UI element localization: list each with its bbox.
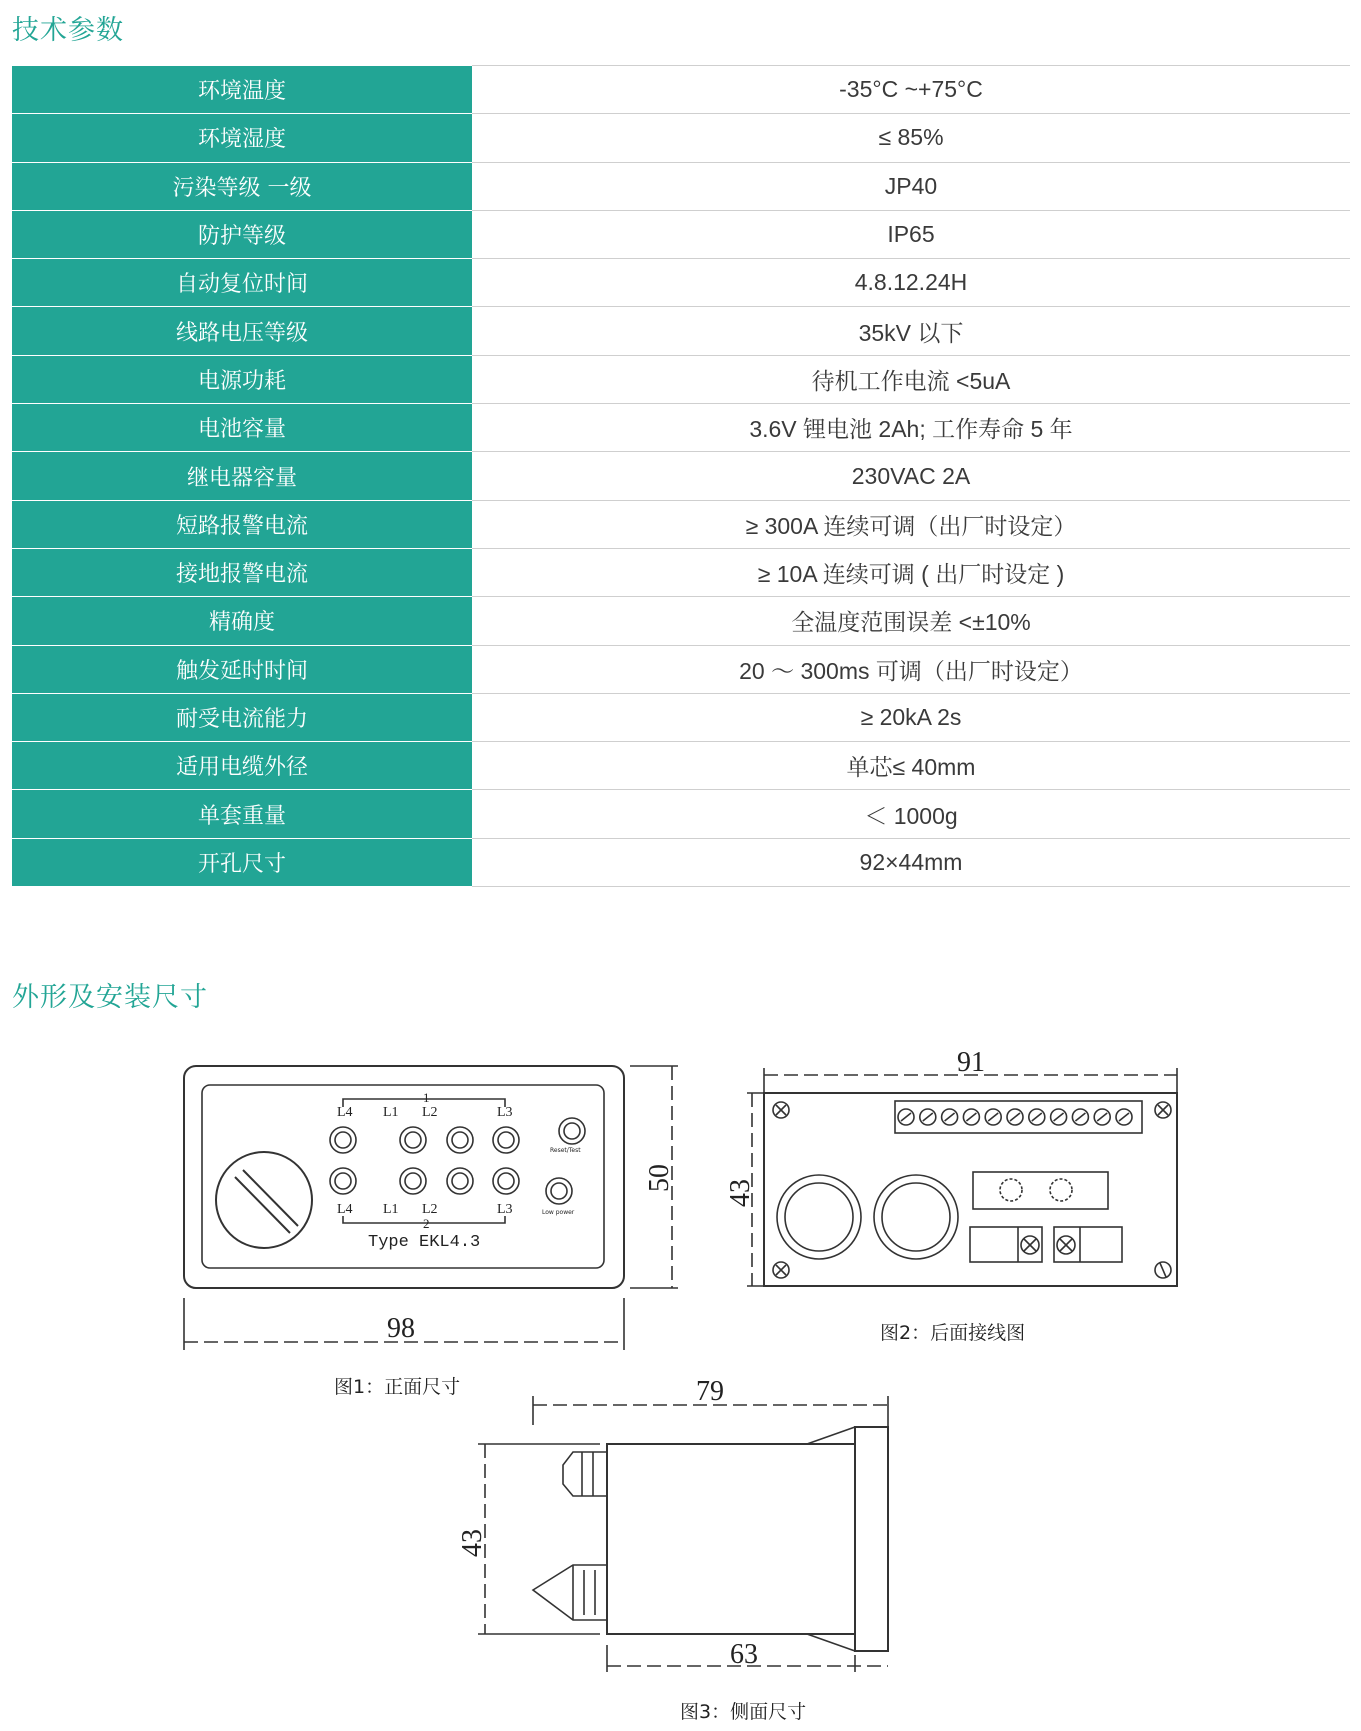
fig1-dim-width: 98 [387,1313,415,1344]
spec-value: ≥ 20kA 2s [472,693,1350,741]
spec-value: -35°C ~+75°C [472,66,1350,114]
fig1-label-bottom-l1: L1 [383,1202,399,1217]
spec-name: 接地报警电流 [12,548,472,596]
spec-name: 触发延时时间 [12,645,472,693]
spec-name: 线路电压等级 [12,307,472,355]
spec-name: 适用电缆外径 [12,742,472,790]
fig1-reset-label: Reset/Test [550,1147,581,1154]
fig3-dim-height: 43 [457,1529,488,1557]
fig1-label-bottom-l3: L3 [497,1202,513,1217]
spec-value: 单芯≤ 40mm [472,742,1350,790]
fig1-label-top-l2: L2 [422,1105,438,1120]
spec-value: ＜ 1000g [472,790,1350,838]
spec-name: 短路报警电流 [12,500,472,548]
spec-value: JP40 [472,162,1350,210]
spec-name: 污染等级 一级 [12,162,472,210]
fig1-type-label: Type EKL4.3 [368,1233,481,1252]
fig2-dim-width: 91 [957,1047,985,1078]
spec-value: ≥ 300A 连续可调（出厂时设定） [472,500,1350,548]
fig2-caption: 图2：后面接线图 [880,1322,1026,1344]
section-title-tech-params: 技术参数 [12,15,124,46]
spec-value: 3.6V 锂电池 2Ah; 工作寿命 5 年 [472,404,1350,452]
spec-name: 耐受电流能力 [12,693,472,741]
fig1-power-label: Low power [542,1209,575,1216]
fig2-dim-height: 43 [725,1179,756,1207]
fig3-dim-body: 63 [730,1639,758,1670]
fig1-label-top-l1: L1 [383,1105,399,1120]
spec-value: IP65 [472,210,1350,258]
spec-value: 20 ～ 300ms 可调（出厂时设定） [472,645,1350,693]
spec-name: 单套重量 [12,790,472,838]
spec-name: 电池容量 [12,404,472,452]
fig1-label-bottom-l2: L2 [422,1202,438,1217]
fig1-label-top-l4: L4 [337,1105,353,1120]
fig1-caption: 图1：正面尺寸 [334,1376,461,1398]
spec-name: 精确度 [12,597,472,645]
fig1-group-top: 1 [423,1090,430,1105]
fig1-label-top-l3: L3 [497,1105,513,1120]
spec-value: 35kV 以下 [472,307,1350,355]
fig2-rear-drawing [747,1068,1177,1286]
fig1-group-bottom: 2 [423,1216,430,1231]
spec-name: 电源功耗 [12,355,472,403]
spec-name: 环境湿度 [12,114,472,162]
fig3-side-drawing [478,1396,888,1672]
spec-name: 开孔尺寸 [12,838,472,886]
spec-value: 230VAC 2A [472,452,1350,500]
spec-name: 继电器容量 [12,452,472,500]
spec-value: ≤ 85% [472,114,1350,162]
fig1-dim-height: 50 [644,1164,675,1192]
spec-value: 4.8.12.24H [472,259,1350,307]
fig3-dim-width: 79 [696,1376,724,1407]
spec-name: 防护等级 [12,210,472,258]
spec-value: ≥ 10A 连续可调 ( 出厂时设定 ) [472,548,1350,596]
spec-value: 全温度范围误差 <±10% [472,597,1350,645]
fig1-label-bottom-l4: L4 [337,1202,353,1217]
fig3-caption: 图3：侧面尺寸 [680,1701,807,1723]
spec-value: 待机工作电流 <5uA [472,355,1350,403]
section-title-dimensions: 外形及安装尺寸 [12,982,208,1013]
spec-name: 环境温度 [12,66,472,114]
spec-name: 自动复位时间 [12,259,472,307]
spec-value: 92×44mm [472,838,1350,886]
